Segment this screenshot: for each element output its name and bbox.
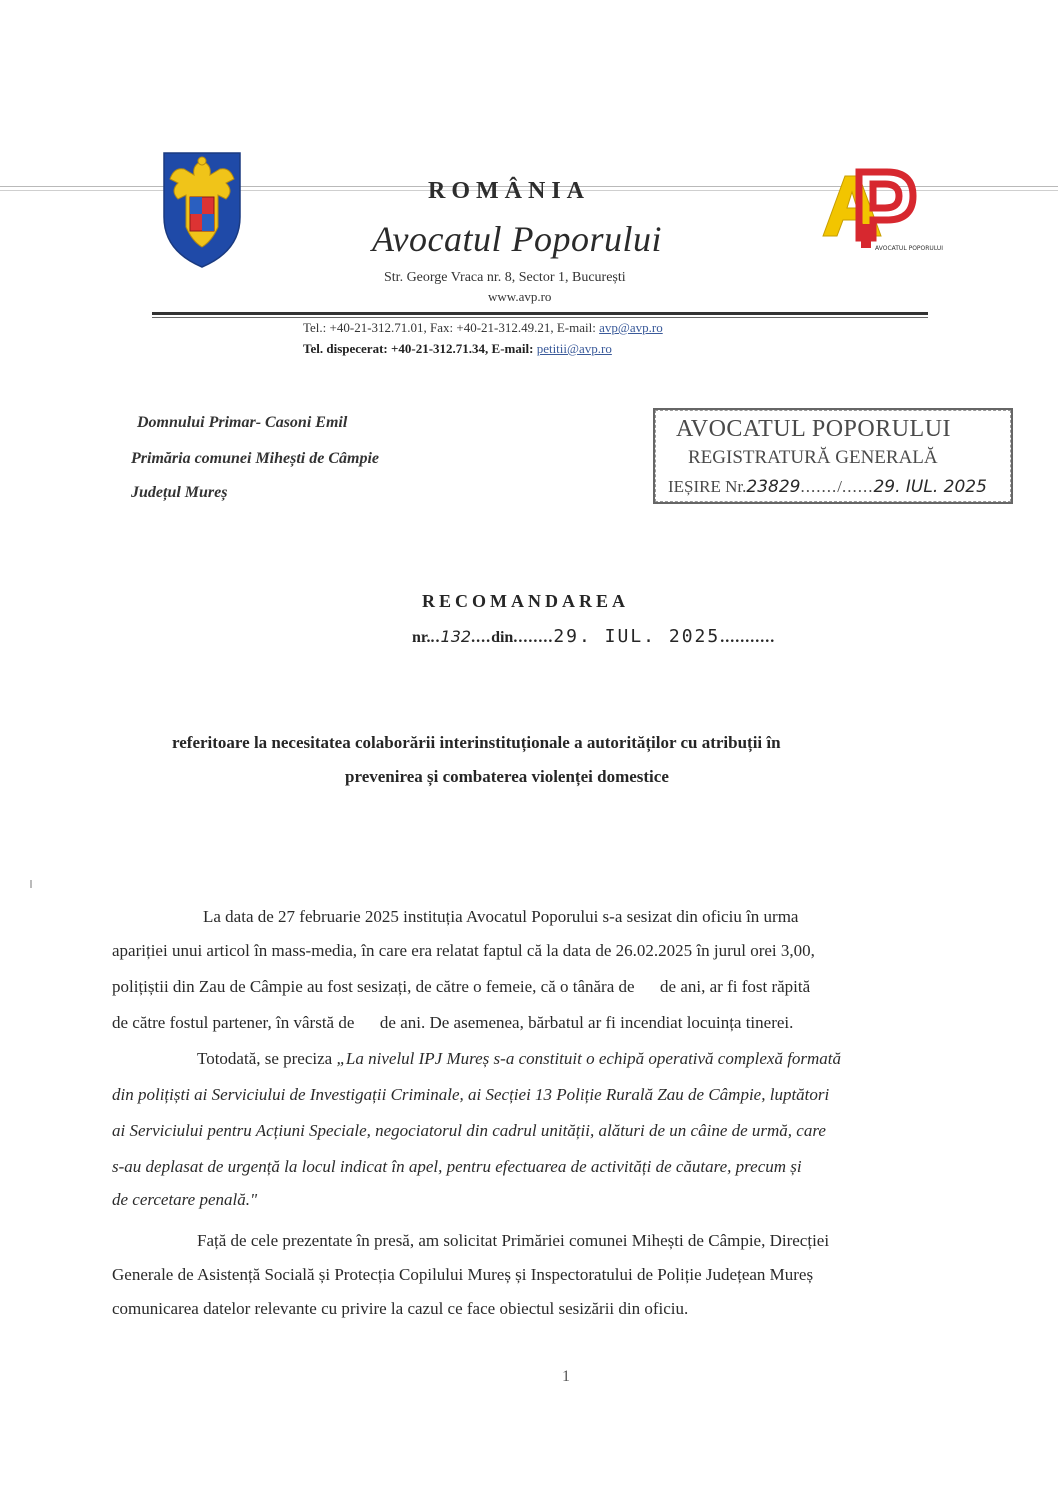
header-country: ROMÂNIA	[428, 178, 590, 204]
contact-email-link[interactable]: avp@avp.ro	[599, 320, 663, 335]
dispatch-label: Tel. dispecerat:	[303, 341, 388, 356]
body-p1-line4: de către fostul partener, în vârstă de de ani. De asemenea, bărbatul ar fi incendiat locuința tinerei.	[112, 1013, 794, 1032]
body-p1-line3: polițiștii din Zau de Câmpie au fost sesizați, de către o femeie, că o tânăra de de ani, ar fi fost răpită	[112, 977, 811, 996]
stamp-dots-2: ......	[841, 477, 874, 496]
romania-coat-of-arms-icon	[160, 147, 244, 269]
recipient-line-1: Domnului Primar- Casoni Emil	[137, 414, 348, 431]
body-p3-line2: Generale de Asistență Socială și Protecția Copilului Mureș și Inspectoratului de Poliție Județean Mureș	[112, 1265, 814, 1284]
body-p2-line3: ai Serviciului pentru Acțiuni Speciale, negociatorul din cadrul unității, alături de un câine de urmă, care	[112, 1121, 826, 1140]
body-p1-line1: La data de 27 februarie 2025 instituția Avocatul Poporului s-a sesizat din oficiu în urma	[203, 907, 799, 926]
stamp-line-3	[668, 477, 987, 497]
header-main-rule	[152, 312, 928, 315]
body-p1-line2: apariției unui articol în mass-media, în care era relatat faptul că la data de 26.02.2025 în jurul orei 3,00,	[112, 941, 815, 960]
body-p2-line2: din polițiști ai Serviciului de Investigații Criminale, ai Secției 13 Poliție Rurală Zau de Câmpie, luptători	[112, 1085, 830, 1104]
header-contact-line2	[303, 341, 612, 357]
avocatul-poporului-logo-icon	[815, 164, 944, 256]
recipient-line-2: Primăria comunei Mihești de Câmpie	[131, 450, 380, 467]
nr-label: nr.	[412, 629, 431, 646]
stamp-line-2: REGISTRATURĂ GENERALĂ	[688, 447, 938, 468]
header-website: www.avp.ro	[488, 289, 552, 304]
stamp-line-1: AVOCATUL POPORULUI	[676, 416, 952, 442]
stamp-dots: .......	[800, 477, 838, 496]
svg-text:AVOCATUL POPORULUI: AVOCATUL POPORULUI	[875, 245, 944, 252]
stamp-exit-date: 29. IUL. 2025	[873, 477, 987, 497]
header-address: Str. George Vraca nr. 8, Sector 1, București	[384, 270, 626, 285]
body-p3-line3: comunicarea datelor relevante cu privire la cazul ce face obiectul sesizării din oficiu.	[112, 1299, 689, 1318]
recommendation-date: 29. IUL. 2025	[553, 626, 721, 647]
subject-line-2: prevenirea și combaterea violenței domestice	[345, 767, 669, 786]
nr-dots-2: ....	[471, 629, 492, 646]
petitions-email-link[interactable]: petitii@avp.ro	[536, 341, 612, 356]
stamp-separator: /	[837, 477, 842, 496]
body-p2-line1-plain: Totodată, se preciza	[197, 1049, 337, 1068]
page-number: 1	[562, 1368, 570, 1385]
din-dots-2: ...........	[720, 629, 776, 646]
document-number-line	[412, 626, 775, 647]
nr-dots: ..	[430, 629, 441, 646]
subject-line-1: referitoare la necesitatea colaborării interinstituționale a autorităților cu atribuții în	[172, 733, 781, 752]
recipient-line-3: Județul Mureș	[131, 484, 228, 501]
header-institution-name: Avocatul Poporului	[372, 219, 662, 259]
recommendation-number: 132	[440, 627, 472, 646]
din-label: din	[491, 629, 514, 646]
scan-mark	[30, 880, 32, 888]
stamp-exit-number: 23829	[746, 477, 801, 497]
body-p2-line5: de cercetare penală."	[112, 1190, 258, 1209]
header-contact-line1	[303, 320, 663, 336]
body-p2-line4: s-au deplasat de urgență la locul indicat în apel, pentru efectuarea de activități de căutare, precum și	[112, 1157, 802, 1176]
header-main-rule-secondary	[152, 317, 928, 318]
din-dots: ........	[513, 629, 554, 646]
body-p2-line1	[197, 1042, 841, 1076]
body-p3-line1: Față de cele prezentate în presă, am solicitat Primăriei comunei Mihești de Câmpie, Direcției	[197, 1231, 830, 1250]
dispatch-phone: +40-21-312.71.34, E-mail:	[387, 341, 537, 356]
body-p2-line1-quote: „La nivelul IPJ Mureș s-a constituit o echipă operativă complexă formată	[336, 1049, 842, 1068]
contact-phone-fax: Tel.: +40-21-312.71.01, Fax: +40-21-312.49.21, E-mail:	[303, 320, 600, 335]
document-title: RECOMANDAREA	[422, 591, 629, 611]
stamp-exit-label: IEȘIRE Nr.	[668, 477, 747, 496]
